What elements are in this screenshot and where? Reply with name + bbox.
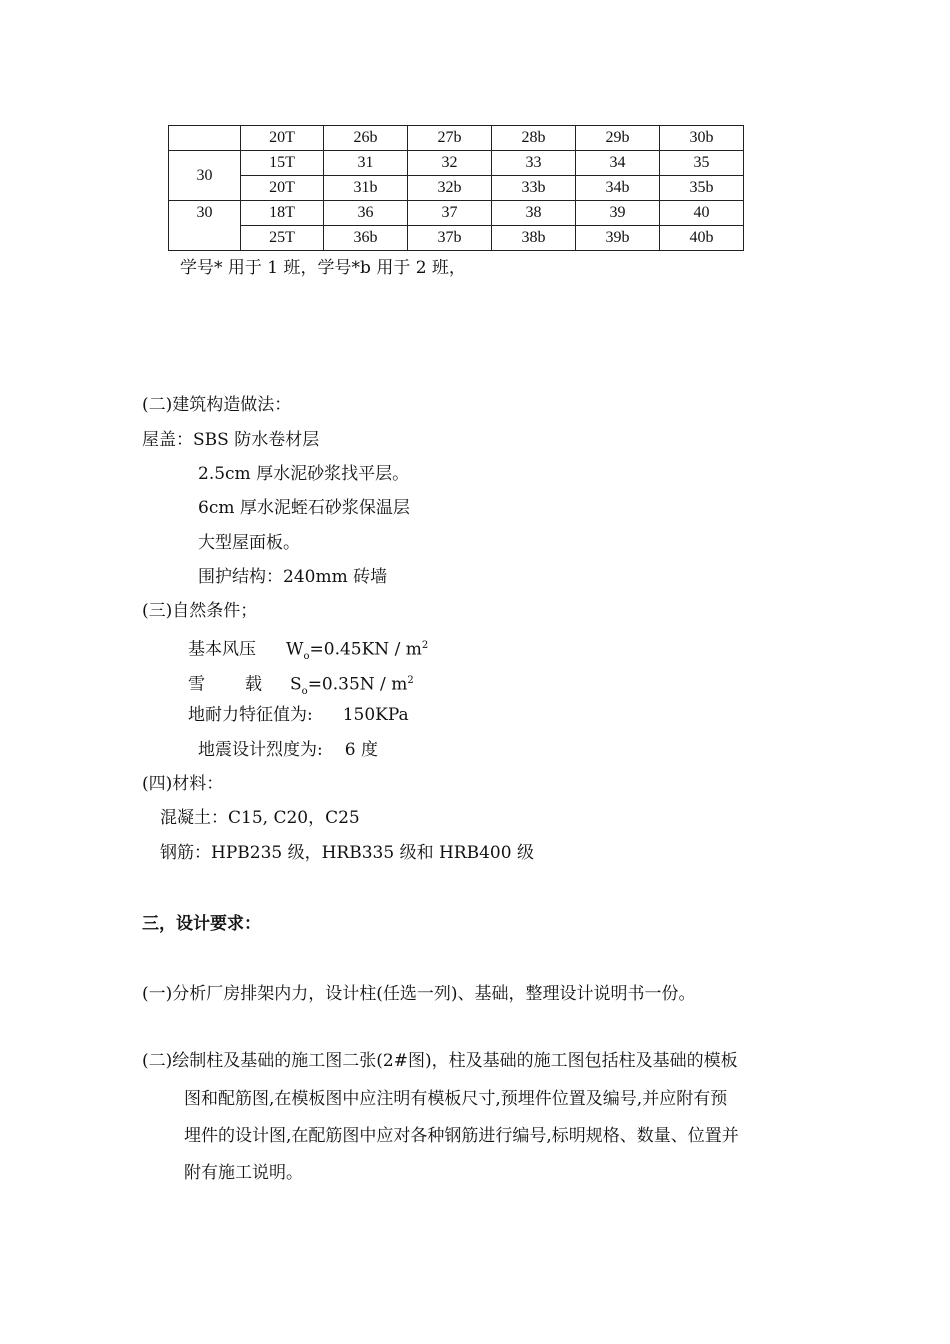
table-note: 学号* 用于 1 班，学号*b 用于 2 班， [180,258,466,278]
table-cell: 15T [241,151,324,176]
table-group-cell: 30 [169,201,241,251]
snow-load-line [188,671,414,702]
table-cell: 39b [576,226,660,251]
table-group-cell: 30 [169,151,241,201]
table-cell: 35b [660,176,744,201]
table-cell: 31b [324,176,408,201]
steel-line: 钢筋：HPB235 级，HRB335 级和 HRB400 级 [160,843,534,863]
requirement-2-line-1: (二)绘制柱及基础的施工图二张(2#图)，柱及基础的施工图包括柱及基础的模板 [142,1051,738,1071]
materials-heading: (四)材料： [142,774,224,794]
table-cell: 27b [408,126,492,151]
table-cell: 25T [241,226,324,251]
wind-pressure-line [188,636,428,667]
concrete-line: 混凝土：C15, C20，C25 [160,808,360,828]
requirement-1: (一)分析厂房排架内力，设计柱(任选一列)、基础，整理设计说明书一份。 [142,984,696,1004]
table-cell: 38 [492,201,576,226]
soil-capacity-line [188,705,409,725]
soil-value: 150KPa [342,705,409,725]
snow-label-2: 载 [245,674,262,695]
table-cell: 30b [660,126,744,151]
table-cell: 37b [408,226,492,251]
table-cell: 40 [660,201,744,226]
table-row [169,126,744,151]
enclosure-line: 围护结构：240mm 砖墙 [198,567,388,587]
table-cell: 26b [324,126,408,151]
table-cell: 31 [324,151,408,176]
table-cell: 36 [324,201,408,226]
table-cell [169,126,241,151]
seismic-label: 地震设计烈度为: [198,740,323,760]
soil-label: 地耐力特征值为: [188,705,313,725]
table-row [169,201,744,226]
table-cell: 32b [408,176,492,201]
wind-symbol: W [286,639,304,660]
table-cell: 34b [576,176,660,201]
table-cell: 20T [241,176,324,201]
snow-superscript: 2 [407,675,414,686]
requirements-heading: 三，设计要求： [142,914,261,934]
table-row [169,176,744,201]
table-cell: 33 [492,151,576,176]
snow-symbol: S [290,674,302,695]
table-cell: 18T [241,201,324,226]
table-cell: 40b [660,226,744,251]
natural-heading: (三)自然条件； [142,601,258,621]
wind-subscript: o [303,651,310,663]
table-cell: 34 [576,151,660,176]
wind-superscript: 2 [421,640,429,651]
roof-line: 屋盖：SBS 防水卷材层 [142,430,320,450]
wind-label: 基本风压 [188,639,256,660]
construction-heading: (二)建筑构造做法： [142,395,292,415]
requirement-2-line-4: 附有施工说明。 [184,1163,303,1183]
table-row [169,226,744,251]
table-cell: 38b [492,226,576,251]
table-cell: 20T [241,126,324,151]
wind-value: =0.45KN / m [309,639,422,660]
roof-layer-1: 2.5cm 厚水泥砂浆找平层。 [198,464,410,484]
table-cell: 28b [492,126,576,151]
table-row [169,151,744,176]
requirement-2-line-3: 埋件的设计图,在配筋图中应对各种钢筋进行编号,标明规格、数量、位置并 [184,1126,739,1146]
table-cell: 35 [660,151,744,176]
table-cell: 32 [408,151,492,176]
requirement-2-line-2: 图和配筋图,在模板图中应注明有模板尺寸,预埋件位置及编号,并应附有预 [184,1089,728,1109]
table-cell: 29b [576,126,660,151]
seismic-value: 6 度 [344,740,378,760]
table-cell: 37 [408,201,492,226]
roof-layer-3: 大型屋面板。 [198,533,300,553]
roof-layer-2: 6cm 厚水泥蛭石砂浆保温层 [198,498,410,518]
snow-subscript: o [301,686,308,698]
table-cell: 33b [492,176,576,201]
table-cell: 39 [576,201,660,226]
snow-value: =0.35N / m [307,674,408,695]
snow-label-1: 雪 [188,674,205,695]
table-cell: 36b [324,226,408,251]
student-number-table [168,125,744,251]
seismic-line [198,740,378,760]
